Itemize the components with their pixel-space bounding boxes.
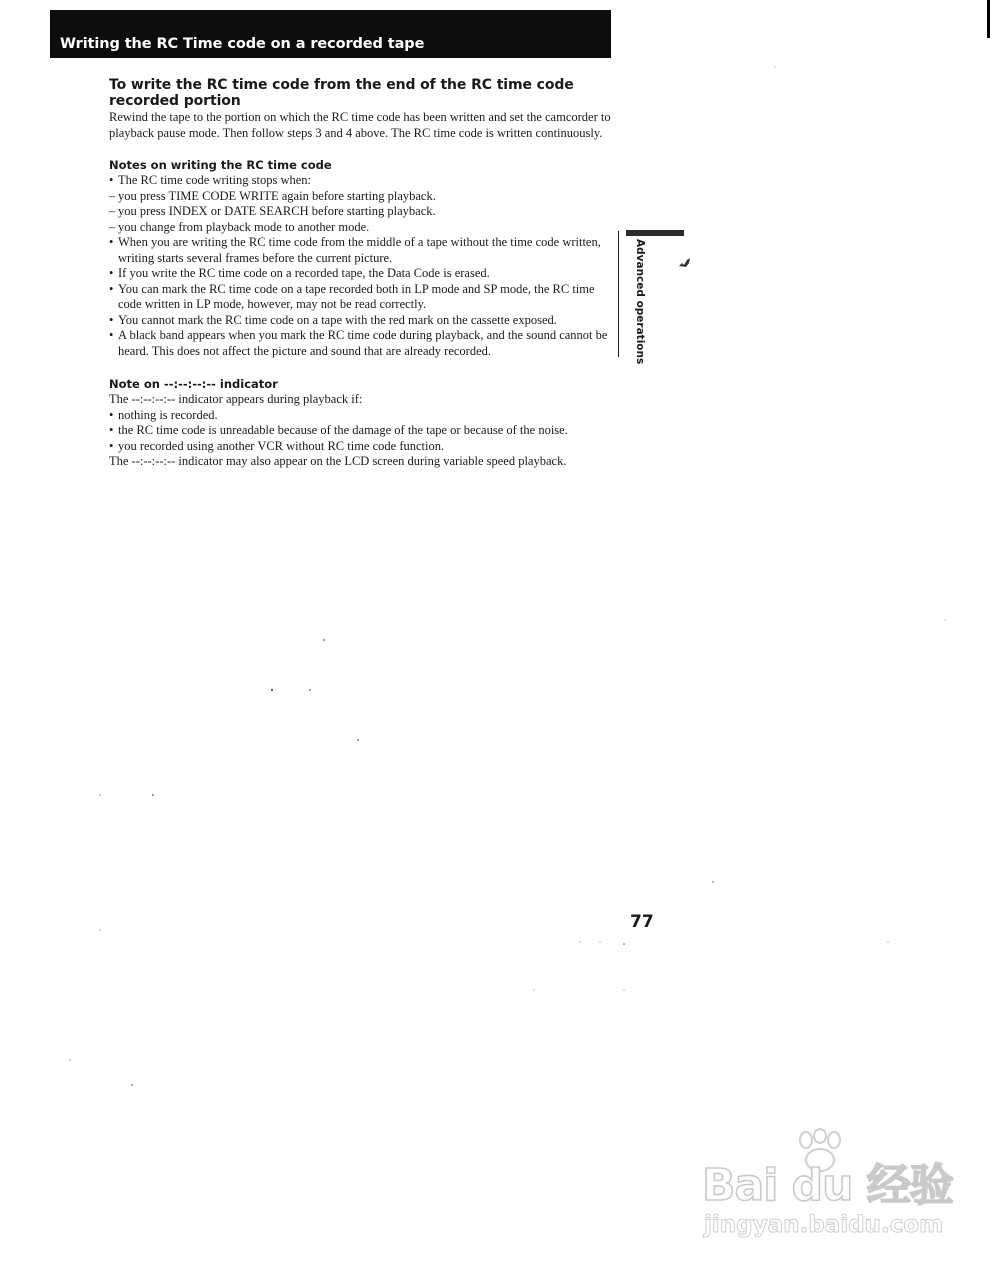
list-item: • you recorded using another VCR without RC time code function. xyxy=(109,438,445,453)
baidu-watermark xyxy=(700,1128,953,1248)
watermark-url: jingyan.baidu.com xyxy=(704,1212,944,1238)
list-item: • The RC time code writing stops when: xyxy=(109,173,312,187)
note-indicator-lead: The --:--:--:-- indicator appears during playback if: xyxy=(109,392,363,406)
page-number: 77 xyxy=(630,912,654,932)
list-item: • When you are writing the RC time code from the middle of a tape without the time code written, writing starts several frames before the current picture. xyxy=(109,235,601,265)
section-title: To write the RC time code from the end of the RC time code recorded portion xyxy=(109,77,574,109)
side-section-tab xyxy=(616,225,682,365)
main-content xyxy=(109,77,611,470)
list-item: • the RC time code is unreadable because of the damage of the tape or because of the noise. xyxy=(109,423,568,437)
tab-bar xyxy=(626,230,684,236)
list-item: • A black band appears when you mark the RC time code during playback, and the sound cannot be heard. This does not affect the picture and sound that are already recorded. xyxy=(109,328,608,358)
tab-divider xyxy=(618,231,619,357)
list-item: – you change from playback mode to another mode. xyxy=(109,219,370,234)
section-intro: Rewind the tape to the portion on which the RC time code has been written and set the camcorder to playback pause mode. Then follow steps 3 and 4 above. The RC time code is written continuously. xyxy=(109,110,611,140)
header-title: Writing the RC Time code on a recorded tape xyxy=(60,36,425,52)
watermark-brand: Bai du 经验 xyxy=(702,1160,953,1211)
note-indicator-closing: The --:--:--:-- indicator may also appear on the LCD screen during variable speed playback. xyxy=(109,454,567,468)
note-indicator-heading: Note on --:--:--:-- indicator xyxy=(109,377,278,391)
scan-smudge-icon xyxy=(678,257,692,269)
list-item: • If you write the RC time code on a recorded tape, the Data Code is erased. xyxy=(109,266,490,280)
list-item: – you press TIME CODE WRITE again before starting playback. xyxy=(109,188,436,203)
list-item: – you press INDEX or DATE SEARCH before starting playback. xyxy=(109,204,436,218)
notes-writing-list xyxy=(109,173,611,359)
side-tab-label: Advanced operations xyxy=(634,239,646,365)
note-indicator-list xyxy=(109,408,611,455)
section-header-bar xyxy=(50,10,611,58)
list-item: • You cannot mark the RC time code on a tape with the red mark on the cassette exposed. xyxy=(109,312,557,327)
list-item: • You can mark the RC time code on a tape recorded both in LP mode and SP mode, the RC time code written in LP mode, however, may not be read correctly. xyxy=(109,281,595,311)
notes-writing-heading: Notes on writing the RC time code xyxy=(109,158,332,172)
list-item: • nothing is recorded. xyxy=(109,407,218,422)
